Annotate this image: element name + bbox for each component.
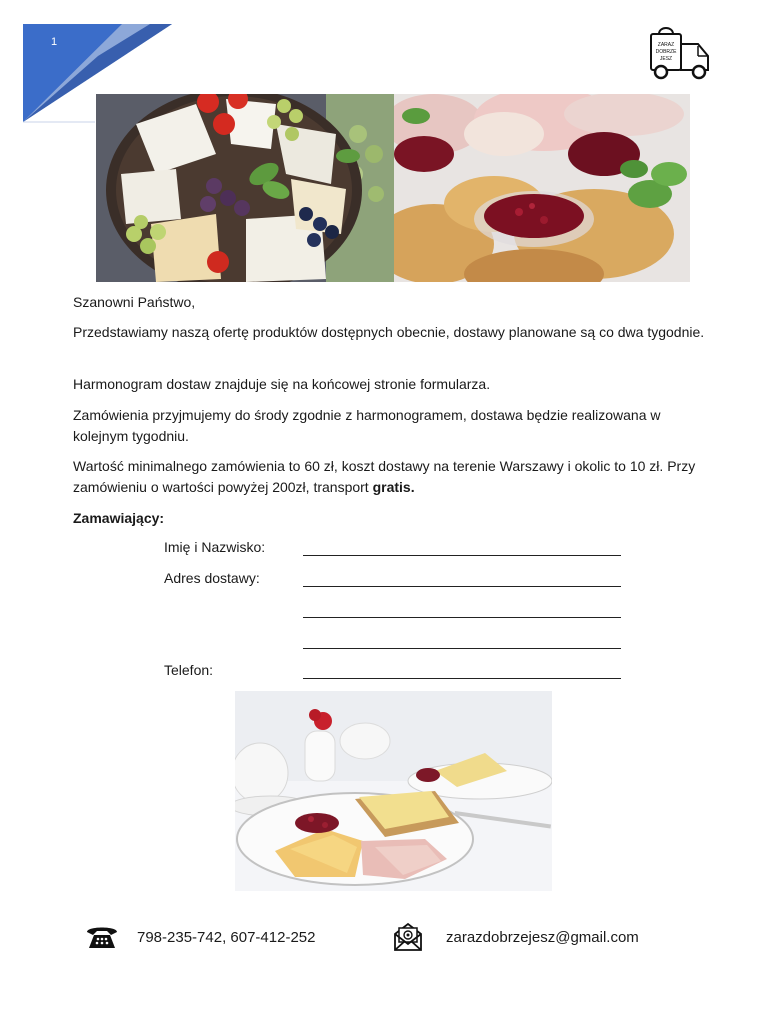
email-address[interactable]: zarazdobrzejesz@gmail.com	[446, 929, 639, 946]
logo-text-2: DOBRZE	[655, 49, 677, 55]
delivery-truck-icon	[646, 24, 716, 82]
orderer-heading: Zamawiający:	[73, 510, 165, 526]
envelope-at-icon	[393, 922, 423, 956]
address-label: Adres dostawy:	[164, 570, 260, 586]
logo-text-1: ZARAZ	[657, 42, 675, 48]
offer-paragraph: Przedstawiamy naszą ofertę produktów dostępnych obecnie, dostawy planowane są co dwa tygodnie.	[73, 324, 705, 340]
phone-field-line[interactable]	[303, 678, 621, 679]
company-logo	[646, 24, 716, 82]
orders-paragraph: Zamówienia przyjmujemy do środy zgodnie z harmonogramem, dostawa będzie realizowana w kolejnym tygodniu.	[73, 407, 661, 444]
address-field-line-2[interactable]	[303, 617, 621, 618]
greeting: Szanowni Państwo,	[73, 294, 196, 310]
pricing-paragraph	[73, 456, 713, 498]
pricing-text: Wartość minimalnego zamówienia to 60 zł, koszt dostawy na terenie Warszawy i okolic to 10 zł. Przy zamówieniu o wartości powyżej 200zł, transport	[73, 458, 696, 495]
page-number: 1	[51, 36, 58, 48]
phone-numbers: 798-235-742, 607-412-252	[137, 929, 316, 946]
free-transport-text: gratis.	[372, 479, 415, 495]
name-label: Imię i Nazwisko:	[164, 539, 266, 555]
name-field-line[interactable]	[303, 555, 621, 556]
cheese-platter-photo	[96, 94, 394, 282]
logo-text-3: JESZ	[659, 56, 673, 62]
breakfast-plate-photo	[235, 691, 552, 891]
telephone-icon	[85, 924, 119, 954]
phone-label: Telefon:	[164, 662, 214, 678]
cold-cuts-pancakes-photo	[394, 94, 690, 282]
schedule-paragraph: Harmonogram dostaw znajduje się na końcowej stronie formularza.	[73, 376, 491, 392]
address-field-line-3[interactable]	[303, 648, 621, 649]
address-field-line-1[interactable]	[303, 586, 621, 587]
